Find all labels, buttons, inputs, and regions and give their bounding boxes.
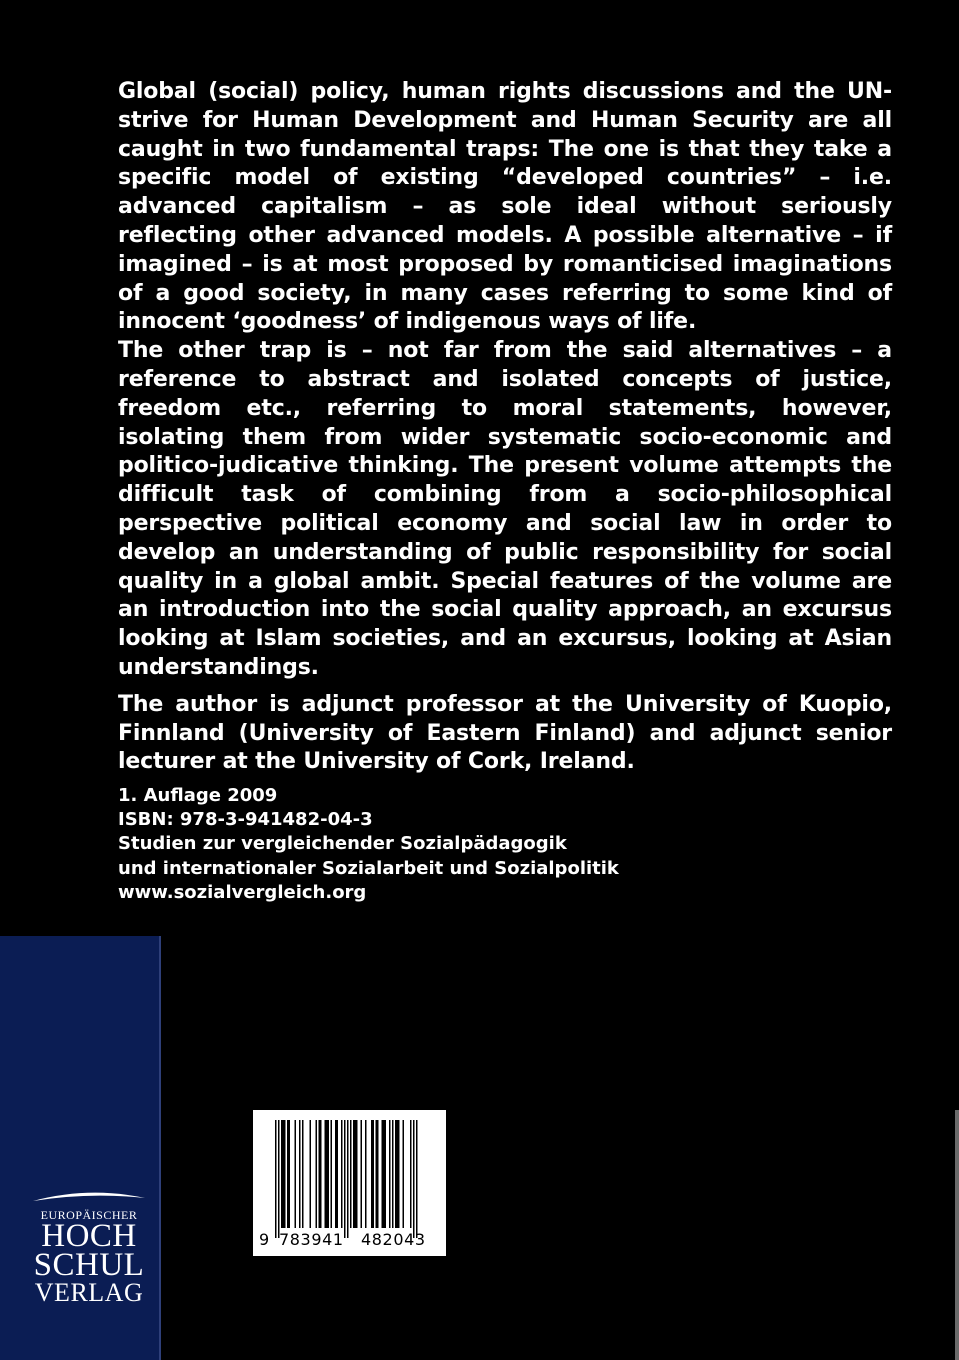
barcode-bar (278, 1120, 280, 1238)
barcode-bar (341, 1120, 343, 1228)
barcode-digits (253, 1228, 446, 1252)
series-line-1: Studien zur vergleichender Sozialpädagogik (118, 833, 567, 855)
barcode-bar (383, 1120, 385, 1228)
barcode-bar (392, 1120, 394, 1228)
barcode-bar (382, 1120, 384, 1228)
barcode-bar (316, 1120, 318, 1228)
barcode-bar (310, 1120, 312, 1228)
barcode-bar (350, 1120, 352, 1228)
barcode-bar (416, 1120, 418, 1238)
publisher-line-4: VERLAG (34, 1278, 144, 1307)
barcode-bar (287, 1120, 289, 1228)
barcode-bar (335, 1120, 337, 1228)
barcode-bar (361, 1120, 363, 1228)
series-line-2: und internationaler Sozialarbeit und Sozialpolitik (118, 857, 619, 879)
barcode-bar (377, 1120, 379, 1228)
barcode-bar (299, 1120, 301, 1228)
blurb-paragraph-3: The author is adjunct professor at the University of Kuopio, Finnland (University of Eastern Finland) and adjunct senior lecturer at the University of Cork, Ireland. (118, 691, 892, 775)
barcode-bar (281, 1120, 283, 1228)
publisher-line-2: HOCH (41, 1218, 137, 1254)
swoosh-icon (29, 1190, 149, 1204)
barcode-bar (295, 1120, 297, 1228)
barcode-bar (376, 1120, 378, 1228)
barcode-bar (284, 1120, 286, 1228)
publisher-line-3: SCHUL (33, 1247, 145, 1283)
barcode-bar (337, 1120, 339, 1228)
barcode-bar (413, 1120, 415, 1238)
blurb-text (118, 78, 892, 777)
barcode-bar (356, 1120, 358, 1228)
barcode-bar (326, 1120, 328, 1228)
barcode-first-digit: 9 (259, 1230, 270, 1249)
publisher-line-1: EUROPÄISCHER (40, 1208, 138, 1222)
barcode-bar (365, 1120, 367, 1228)
barcode-bar (398, 1120, 400, 1228)
barcode-bar (325, 1120, 327, 1228)
barcode-bar (275, 1120, 277, 1238)
barcode (253, 1110, 446, 1256)
imprint-block (118, 784, 818, 905)
barcode-bar (344, 1120, 346, 1238)
barcode-digit-group-2: 482043 (361, 1230, 426, 1249)
barcode-bar (385, 1120, 387, 1228)
edition-line: 1. Auflage 2009 (118, 785, 278, 806)
barcode-bar (355, 1120, 357, 1228)
barcode-bar (397, 1120, 399, 1228)
website-link[interactable]: www.sozialvergleich.org (118, 881, 367, 903)
barcode-bars (275, 1120, 425, 1238)
barcode-digit-group-1: 783941 (279, 1230, 344, 1249)
blurb-paragraph-2: The other trap is – not far from the said alternatives – a reference to abstract and isolated concepts of justice, freedom etc., referring to moral statements, however, isolating them from wider systematic socio-economic and politico-judicative thinking. The present volume attempts the difficult task of combining from a socio-philosophical perspective political economy and social law in order to develop an understanding of public responsibility for social quality in a global ambit. Special features of the volume are an introduction into the social quality approach, an excursus looking at Islam societies, and an excursus, looking at Asian understandings. (118, 338, 892, 680)
barcode-bar (371, 1120, 373, 1228)
barcode-bar (395, 1120, 397, 1228)
barcode-bar (302, 1120, 304, 1228)
barcode-bar (283, 1120, 285, 1228)
barcode-bar (319, 1120, 321, 1228)
edge-strip (955, 1110, 959, 1360)
barcode-bar (373, 1120, 375, 1228)
barcode-bar (289, 1120, 291, 1228)
barcode-bar (328, 1120, 330, 1228)
barcode-bar (353, 1120, 355, 1228)
barcode-bar (320, 1120, 322, 1228)
blurb-paragraph-1: Global (social) policy, human rights discussions and the UN-strive for Human Development and Human Security are all caught in two fundamental traps: The one is that they take a specific model of existing “developed countries” – i.e. advanced capitalism – as sole ideal without seriously reflecting other advanced models. A possible alternative – if imagined – is at most proposed by romanticised imaginations of a good society, in many cases referring to some kind of innocent ‘goodness’ of indigenous ways of life. (118, 79, 892, 335)
isbn-line: ISBN: 978-3-941482-04-3 (118, 809, 373, 831)
barcode-bar (347, 1120, 349, 1238)
barcode-bar (389, 1120, 391, 1228)
publisher-logo (22, 1190, 156, 1305)
barcode-bar (331, 1120, 333, 1228)
barcode-bar (403, 1120, 405, 1228)
barcode-bar (410, 1120, 412, 1228)
